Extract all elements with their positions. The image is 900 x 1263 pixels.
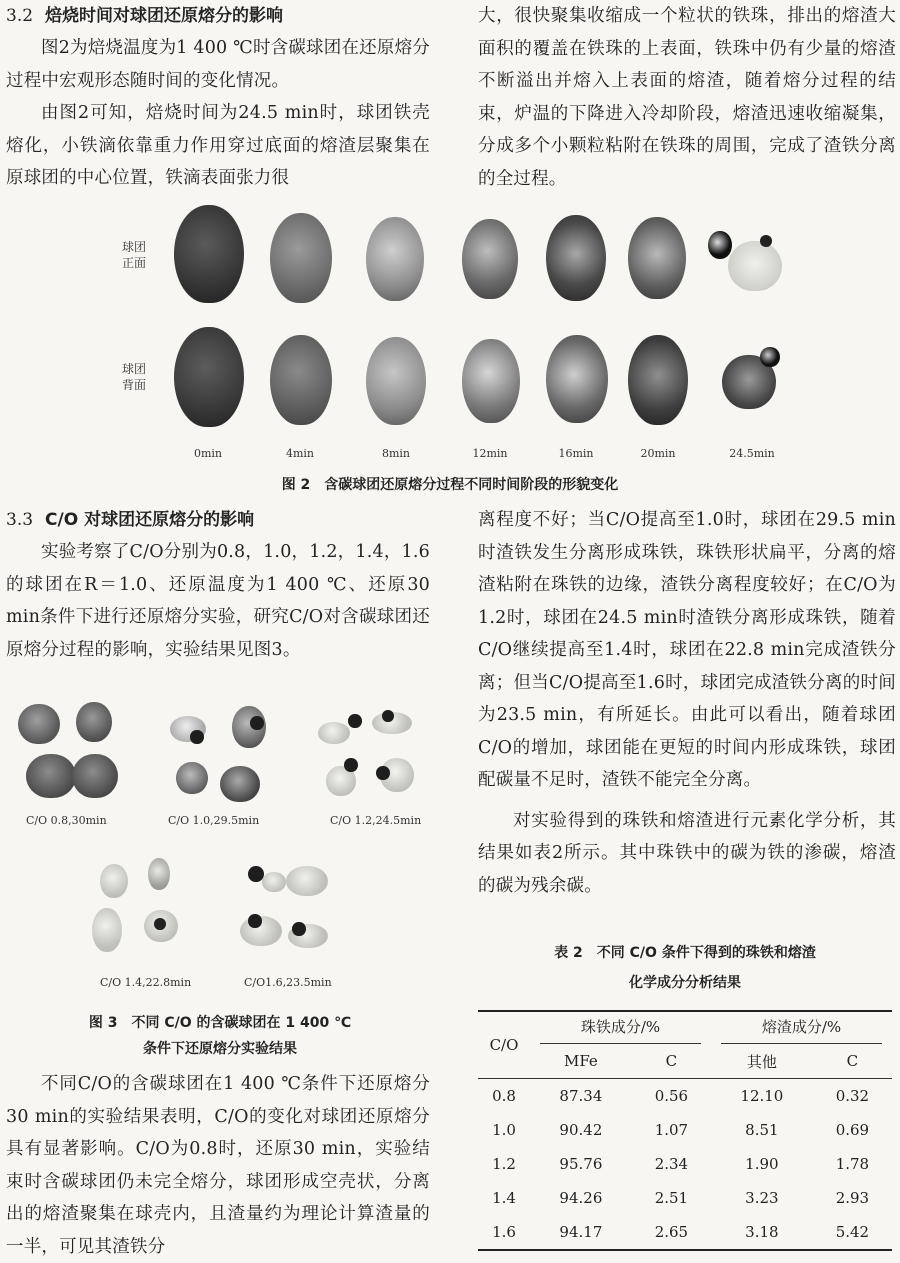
iron-bead [344, 758, 358, 772]
figure-3 [0, 696, 440, 996]
pellet-front-8min [366, 217, 424, 301]
time-label: 20min [640, 447, 676, 460]
section-3-2-right-text [478, 0, 896, 195]
iron-bead [248, 914, 262, 928]
pellet-front-24.5min-slag [728, 241, 782, 291]
table-row: 1.6 94.17 2.65 3.18 5.42 [492, 1223, 870, 1241]
time-label: 16min [558, 447, 594, 460]
section-number: 3.2 [6, 6, 34, 26]
pellet-front-4min [270, 213, 332, 303]
section-3-3-heading [6, 504, 254, 536]
figure-3-label: C/O1.6,23.5min [244, 976, 332, 989]
section-3-3-left-text-2 [6, 1068, 430, 1263]
iron-bead [382, 710, 394, 722]
section-3-2-left-text [6, 32, 430, 195]
time-label: 4min [285, 447, 315, 460]
figure-3-label: C/O 1.4,22.8min [100, 976, 192, 989]
time-label: 24.5min [729, 447, 775, 460]
paragraph: 不同C/O的含碳球团在1 400 ℃条件下还原熔分30 min的实验结果表明，C/O的变化对球团还原熔分具有显著影响。C/O为0.8时，还原30 min，实验结束时含碳球团仍未完全熔分，球团形成空壳状，分离出的熔渣聚集在球壳内，且渣量约为理论计算渣量的一半，可见其渣铁分 [6, 1074, 430, 1257]
figure-2-caption: 图 2 含碳球团还原熔分过程不同时间阶段的形貌变化 [281, 477, 619, 493]
table-row: 1.0 90.42 1.07 8.51 0.69 [492, 1121, 870, 1139]
figure-3-label: C/O 1.2,24.5min [330, 814, 422, 827]
section-3-2-heading [6, 0, 283, 32]
section-3-3-left-text [6, 536, 430, 666]
iron-bead [348, 714, 362, 728]
paragraph: 图2为焙烧温度为1 400 ℃时含碳球团在还原熔分过程中宏观形态随时间的变化情况。 [6, 38, 430, 91]
pellet-back-20min [628, 335, 688, 425]
pellet-front-24.5min-bead [760, 235, 772, 247]
pellet-front-20min [628, 217, 686, 299]
pellet-back-16min [546, 335, 608, 423]
pellet-front-24.5min-iron [708, 231, 732, 259]
table-header-co: C/O [478, 1011, 530, 1079]
paragraph: 由图2可知，焙烧时间为24.5 min时，球团铁壳熔化，小铁滴依靠重力作用穿过底面的熔渣层聚集在原球团的中心位置，铁滴表面张力很 [6, 103, 430, 188]
pellet-sample [262, 872, 286, 892]
pellet-sample [100, 864, 128, 898]
time-label: 12min [472, 447, 508, 460]
iron-bead [250, 716, 264, 730]
table-row: 1.4 94.26 2.51 3.23 2.93 [492, 1189, 870, 1207]
pellet-back-12min [462, 339, 520, 423]
time-label: 8min [381, 447, 411, 460]
pellet-sample [286, 866, 328, 896]
iron-bead [154, 918, 166, 930]
paragraph-continued: 大，很快聚集收缩成一个粒状的铁珠，排出的熔渣大面积的覆盖在铁珠的上表面，铁珠中仍有少量的熔渣不断溢出并熔入上表面的熔渣，随着熔分过程的结束，炉温的下降进入冷却阶段，熔渣迅速收缩凝集，分成多个小颗粒粘附在铁珠的周围，完成了渣铁分离的全过程。 [478, 6, 896, 189]
section-title: 焙烧时间对球团还原熔分的影响 [45, 6, 284, 26]
iron-bead [190, 730, 204, 744]
table-subheader: C [813, 1044, 892, 1079]
table-header-slag: 熔渣成分/% [711, 1011, 892, 1044]
row-label-back: 球团 背面 [122, 362, 147, 392]
figure-3-label: C/O 1.0,29.5min [168, 814, 260, 827]
table-header-iron: 珠铁成分/% [530, 1011, 711, 1044]
table-subheader: 其他 [711, 1044, 813, 1079]
table-2-title: 表 2 不同 C/O 条件下得到的珠铁和熔渣 化学成分分析结果 [554, 945, 816, 991]
pellet-front-0min [174, 205, 244, 303]
pellet-back-4min [270, 335, 332, 425]
pellet-sample [18, 704, 60, 744]
table-2 [478, 1010, 892, 1251]
figure-3-caption: 图 3 不同 C/O 的含碳球团在 1 400 ℃ 条件下还原熔分实验结果 [88, 1015, 352, 1057]
iron-bead [376, 766, 390, 780]
paragraph: 实验考察了C/O分别为0.8，1.0，1.2，1.4，1.6的球团在R＝1.0、还原温度为1 400 ℃、还原30 min条件下进行还原熔分实验，研究C/O对含碳球团还原熔分过程的影响，实验结果见图3。 [6, 542, 430, 660]
pellet-sample [176, 762, 208, 794]
pellet-sample [26, 754, 76, 798]
time-label: 0min [193, 447, 223, 460]
pellet-front-16min [546, 215, 606, 301]
pellet-sample [148, 858, 170, 890]
pellet-sample [220, 766, 260, 802]
table-subheader: C [632, 1044, 711, 1079]
section-3-3-right-text [478, 504, 896, 902]
pellet-sample [76, 702, 112, 742]
pellet-sample [92, 908, 122, 952]
paragraph-continued: 离程度不好；当C/O提高至1.0时，球团在29.5 min时渣铁发生分离形成珠铁，珠铁形状扁平，分离的熔渣粘附在珠铁的边缘，渣铁分离程度较好；在C/O为1.2时，球团在24.5 min时渣铁分离形成珠铁，随着C/O继续提高至1.4时，球团在22.8 min完成渣铁分离；但当C/O提高至1.6时，球团完成渣铁分离的时间为23.5 min，有所延长。由此可以看出，随着球团C/O的增加，球团能在更短的时间内形成珠铁，球团配碳量不足时，渣铁不能完全分离。 [478, 510, 896, 790]
row-label-front: 球团 正面 [122, 240, 147, 270]
pellet-back-0min [174, 327, 244, 427]
pellet-sample [318, 722, 350, 744]
section-number: 3.3 [6, 510, 34, 530]
pellet-front-12min [462, 219, 518, 299]
iron-bead [292, 922, 306, 936]
table-row: 1.2 95.76 2.34 1.90 1.78 [492, 1155, 870, 1173]
pellet-sample [72, 754, 118, 798]
paragraph: 对实验得到的珠铁和熔渣进行元素化学分析，其结果如表2所示。其中珠铁中的碳为铁的渗碳，熔渣的碳为残余碳。 [478, 810, 896, 896]
section-title: C/O 对球团还原熔分的影响 [45, 510, 255, 530]
table-subheader: MFe [530, 1044, 632, 1079]
figure-3-label: C/O 0.8,30min [26, 814, 107, 827]
pellet-back-24.5min-bead [760, 347, 780, 367]
pellet-back-8min [366, 337, 426, 425]
figure-2 [0, 195, 900, 465]
table-row: 0.8 87.34 0.56 12.10 0.32 [492, 1087, 870, 1105]
